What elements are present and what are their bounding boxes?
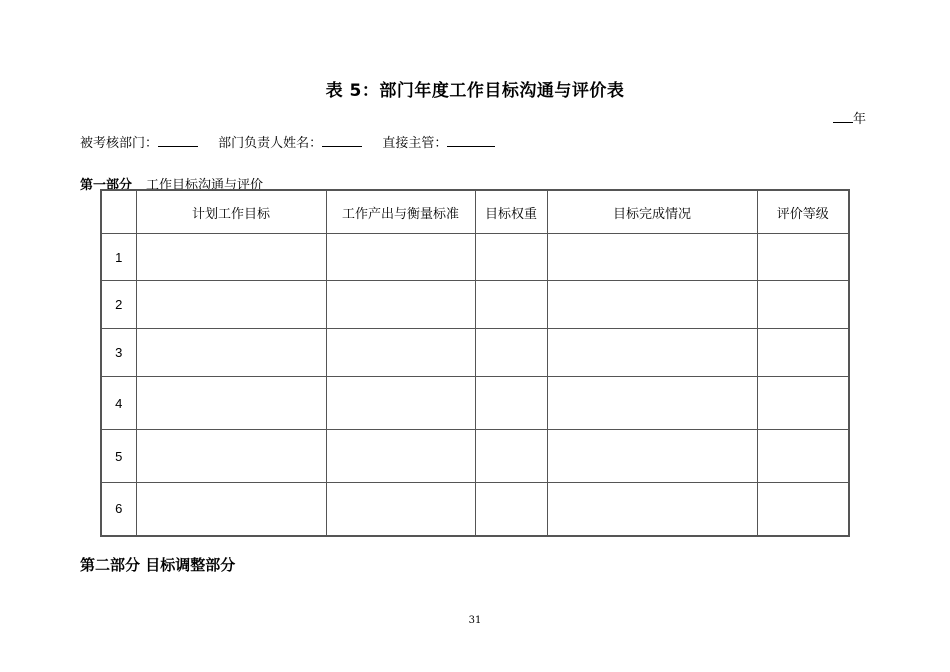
section-one-title: 第一部分 (80, 178, 133, 193)
department-field (80, 132, 198, 151)
cell-goal-weight[interactable] (475, 483, 547, 536)
cell-completion-status[interactable] (547, 329, 757, 377)
head-name-blank[interactable] (322, 134, 362, 147)
cell-rating-level[interactable] (757, 234, 849, 281)
cell-rating-level[interactable] (757, 281, 849, 329)
row-number: 4 (101, 377, 136, 430)
department-label: 被考核部门： (80, 136, 159, 151)
row-number: 2 (101, 281, 136, 329)
page-number: 31 (468, 615, 482, 626)
table-row (101, 430, 849, 483)
header-output-standard: 工作产出与衡量标准 (326, 190, 475, 234)
cell-planned-goal[interactable] (136, 234, 326, 281)
year-label: 年 (852, 112, 866, 127)
cell-planned-goal[interactable] (136, 329, 326, 377)
cell-goal-weight[interactable] (475, 329, 547, 377)
supervisor-label: 直接主管： (382, 136, 448, 151)
cell-rating-level[interactable] (757, 483, 849, 536)
cell-completion-status[interactable] (547, 234, 757, 281)
table-row (101, 377, 849, 430)
header-rating-level: 评价等级 (757, 190, 849, 234)
cell-completion-status[interactable] (547, 377, 757, 430)
cell-goal-weight[interactable] (475, 281, 547, 329)
cell-completion-status[interactable] (547, 281, 757, 329)
header-planned-goal: 计划工作目标 (136, 190, 326, 234)
table-header-row (101, 190, 849, 234)
cell-completion-status[interactable] (547, 483, 757, 536)
table-row (101, 281, 849, 329)
cell-planned-goal[interactable] (136, 483, 326, 536)
header-completion-status: 目标完成情况 (547, 190, 757, 234)
cell-goal-weight[interactable] (475, 430, 547, 483)
supervisor-field (382, 132, 495, 151)
cell-planned-goal[interactable] (136, 281, 326, 329)
section-two-heading: 第二部分 目标调整部分 (80, 556, 236, 574)
row-number: 6 (101, 483, 136, 536)
cell-output-standard[interactable] (326, 281, 475, 329)
year-blank[interactable] (833, 111, 853, 123)
row-number: 5 (101, 430, 136, 483)
cell-output-standard[interactable] (326, 377, 475, 430)
cell-goal-weight[interactable] (475, 377, 547, 430)
row-number: 1 (101, 234, 136, 281)
department-blank[interactable] (158, 134, 198, 147)
table-row (101, 234, 849, 281)
goal-evaluation-table (100, 189, 850, 537)
cell-rating-level[interactable] (757, 329, 849, 377)
year-field (833, 108, 866, 127)
row-number: 3 (101, 329, 136, 377)
cell-rating-level[interactable] (757, 430, 849, 483)
section-one-subtitle: 工作目标沟通与评价 (146, 178, 264, 193)
head-name-label: 部门负责人姓名： (218, 136, 323, 151)
cell-planned-goal[interactable] (136, 430, 326, 483)
cell-planned-goal[interactable] (136, 377, 326, 430)
cell-output-standard[interactable] (326, 483, 475, 536)
table-row (101, 483, 849, 536)
supervisor-blank[interactable] (447, 134, 495, 147)
cell-output-standard[interactable] (326, 329, 475, 377)
cell-output-standard[interactable] (326, 430, 475, 483)
header-index (101, 190, 136, 234)
cell-rating-level[interactable] (757, 377, 849, 430)
table-row (101, 329, 849, 377)
cell-completion-status[interactable] (547, 430, 757, 483)
cell-goal-weight[interactable] (475, 234, 547, 281)
cell-output-standard[interactable] (326, 234, 475, 281)
page-title: 表 5：部门年度工作目标沟通与评价表 (325, 81, 625, 101)
info-row (80, 132, 511, 151)
header-goal-weight: 目标权重 (475, 190, 547, 234)
head-name-field (218, 132, 362, 151)
